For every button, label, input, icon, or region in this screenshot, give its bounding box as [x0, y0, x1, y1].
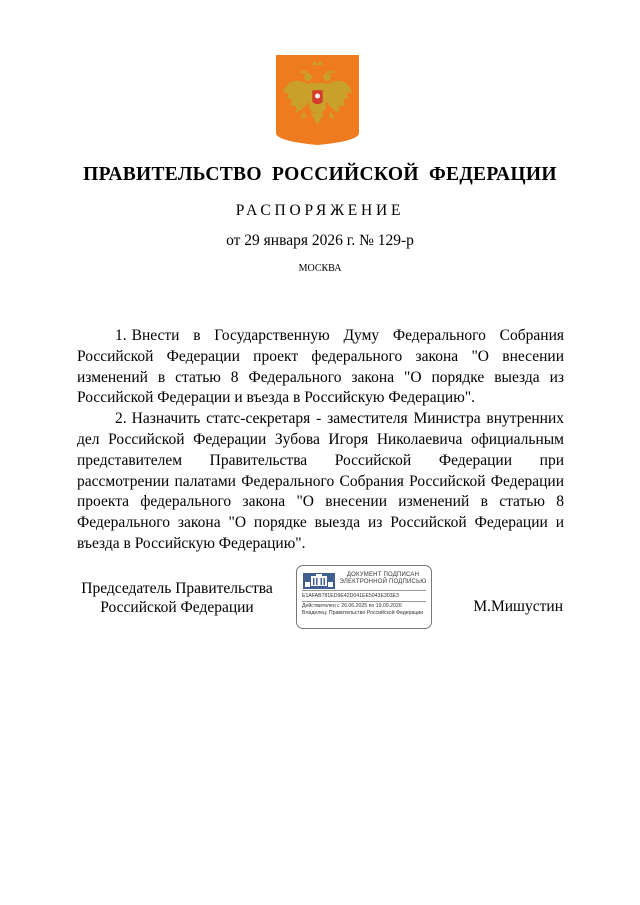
document-type: РАСПОРЯЖЕНИЕ: [235, 202, 405, 219]
stamp-certificate: E1AFAB781ED9E42D041EE5043E303E3: [302, 593, 399, 599]
stamp-validity: Действителен с 26.06.2025 по 19.09.2026: [302, 603, 402, 609]
coat-of-arms-icon: [276, 55, 359, 145]
stamp-heading: [337, 572, 429, 586]
paragraph-number: 2.: [115, 410, 127, 428]
signer-position: [77, 579, 277, 617]
signer-position-line-2: Российской Федерации: [100, 599, 254, 616]
organization-title: ПРАВИТЕЛЬСТВО РОССИЙСКОЙ ФЕДЕРАЦИИ: [83, 164, 557, 185]
stamp-divider: [302, 601, 426, 602]
stamp-heading-line-2: ЭЛЕКТРОННОЙ ПОДПИСЬЮ: [339, 579, 427, 585]
body-paragraph-1: [77, 326, 564, 409]
paragraph-text: Внести в Государственную Думу Федерального Собрания Российской Федерации проект федерального закона "О внесении изменений в статью 8 Федерального закона "О порядке выезда из Российской Федерации и въезда в Российскую Федерацию".: [77, 327, 564, 407]
government-building-icon: [303, 573, 335, 589]
signer-name: М.Мишустин: [473, 598, 563, 615]
document-city: МОСКВА: [298, 263, 342, 274]
document-dateline: от 29 января 2026 г. № 129-р: [226, 232, 414, 249]
stamp-divider: [302, 590, 426, 591]
document-body: [77, 326, 564, 555]
body-paragraph-2: [77, 409, 564, 555]
paragraph-text: Назначить статс-секретаря - заместителя Министра внутренних дел Российской Федерации Зубова Игоря Николаевича официальным представителем Правительства Российской Федерации при рассмотрении палатами Федерального Собрания Российской Федерации проекта федерального закона "О внесении изменений в статью 8 Федерального закона "О порядке выезда из Российской Федерации и въезда в Российскую Федерацию".: [77, 410, 564, 552]
stamp-heading-line-1: ДОКУМЕНТ ПОДПИСАН: [346, 572, 420, 578]
paragraph-number: 1.: [115, 327, 127, 344]
signer-position-line-1: Председатель Правительства: [81, 580, 273, 597]
e-signature-stamp: [296, 565, 432, 629]
stamp-owner: Владелец: Правительство Российской Федерации: [302, 610, 424, 616]
